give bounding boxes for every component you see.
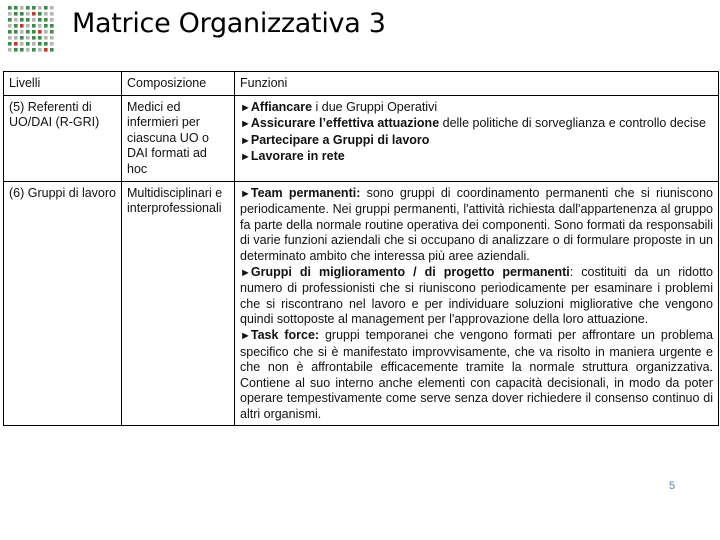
logo-dot [32, 12, 36, 16]
logo-dot [50, 18, 54, 22]
logo-dot [26, 30, 30, 34]
logo-dot [8, 18, 12, 22]
composizione-cell: Multidisciplinari e interprofessionali [122, 181, 235, 426]
triangle-bullet-icon: ► [240, 118, 251, 131]
logo-dot [8, 48, 12, 52]
logo-dot [14, 18, 18, 22]
logo-dot [32, 42, 36, 46]
logo-dot [20, 42, 24, 46]
logo-dot [38, 42, 42, 46]
logo-dot [32, 24, 36, 28]
logo-dot [38, 12, 42, 16]
triangle-bullet-icon: ► [240, 151, 251, 164]
funzione-bold: Task force: [250, 327, 320, 342]
livello-cell: (6) Gruppi di lavoro [4, 181, 122, 426]
logo-dot [32, 18, 36, 22]
logo-dot [8, 30, 12, 34]
funzione-text: sono gruppi di coordinamento permanenti che si riuniscono periodicamente. Nei gruppi permanenti, l'attività richiesta dall'appartenenza al gruppo fa parte della normale routine operativa dei componenti. Sono formati da responsabili di varie funzioni aziendali che si occupano di analizzare o di formulare proposte in un determinato ambito che interessa più aree aziendali. [240, 185, 713, 263]
logo-dot [38, 30, 42, 34]
logo-dot [38, 24, 42, 28]
column-header-composizione: Composizione [122, 72, 235, 96]
funzioni-cell [235, 95, 719, 181]
logo-dot [50, 42, 54, 46]
funzione-item [240, 328, 713, 423]
funzioni-cell [235, 181, 719, 426]
composizione-cell: Medici ed infermieri per ciascuna UO o DAI formati ad hoc [122, 95, 235, 181]
logo-dot [38, 18, 42, 22]
logo-dot [44, 6, 48, 10]
funzione-bold: Team permanenti: [250, 185, 361, 200]
funzione-bold: Assicurare l’effettiva attuazione [250, 116, 440, 131]
logo-dot [20, 18, 24, 22]
logo-dot [14, 36, 18, 40]
funzione-item [240, 186, 713, 265]
funzione-item [240, 133, 713, 150]
funzione-bold: Partecipare a Gruppi di lavoro [250, 132, 430, 147]
page-title: Matrice Organizzativa 3 [72, 8, 386, 39]
funzione-bold: Gruppi di miglioramento / di progetto permanenti [250, 264, 570, 279]
logo-dot [44, 12, 48, 16]
funzione-item [240, 116, 713, 133]
logo-dot [38, 48, 42, 52]
logo-dot [20, 48, 24, 52]
logo-dot [26, 36, 30, 40]
logo-dot [44, 30, 48, 34]
funzione-bold: Affiancare [250, 99, 313, 114]
funzione-bold: Lavorare in rete [250, 149, 345, 164]
table-row [4, 181, 719, 426]
logo-dot [50, 6, 54, 10]
logo-dot [14, 12, 18, 16]
logo-dot [26, 18, 30, 22]
logo-dot [44, 42, 48, 46]
logo-dot-grid [6, 4, 58, 54]
logo-dot [50, 12, 54, 16]
logo-dot [26, 12, 30, 16]
triangle-bullet-icon: ► [240, 134, 251, 147]
logo-dot [14, 24, 18, 28]
logo-dot [14, 30, 18, 34]
logo-dot [14, 48, 18, 52]
column-header-funzioni: Funzioni [235, 72, 719, 96]
funzione-text: : costituiti da un ridotto numero di professionisti che si riuniscono periodicamente per esaminare i problemi che si riscontrano nel lavoro e per individuare soluzioni migliorative che vengono quindi sottoposte al management per l'approvazione della loro attuazione. [240, 264, 713, 327]
logo-dot [50, 48, 54, 52]
funzione-text: i due Gruppi Operativi [312, 99, 438, 114]
column-header-livelli: Livelli [4, 72, 122, 96]
logo-dot [50, 36, 54, 40]
funzione-text: delle politiche di sorveglianza e controllo decise [439, 116, 706, 131]
logo-dot [26, 48, 30, 52]
livello-cell: (5) Referenti di UO/DAI (R-GRI) [4, 95, 122, 181]
funzione-item [240, 149, 713, 166]
logo-dot [8, 36, 12, 40]
logo-dot [38, 36, 42, 40]
logo-dot [50, 24, 54, 28]
logo-dot [44, 48, 48, 52]
table-row [4, 95, 719, 181]
logo-dot [44, 36, 48, 40]
logo-dot [20, 6, 24, 10]
page-number: 5 [668, 480, 676, 492]
logo-dot [26, 24, 30, 28]
funzione-item [240, 100, 713, 117]
logo-dot [32, 48, 36, 52]
logo-dot [44, 18, 48, 22]
logo-dot [32, 6, 36, 10]
logo-dot [32, 30, 36, 34]
funzione-item [240, 265, 713, 328]
logo-dot [14, 6, 18, 10]
logo-dot [14, 42, 18, 46]
triangle-bullet-icon: ► [240, 187, 251, 200]
triangle-bullet-icon: ► [240, 329, 251, 342]
table-header-row [4, 72, 719, 96]
logo-dot [26, 42, 30, 46]
organization-matrix-table [3, 71, 719, 426]
logo-dot [8, 24, 12, 28]
logo-dot [20, 36, 24, 40]
logo-dot [8, 6, 12, 10]
logo-dot [20, 24, 24, 28]
logo-dot [20, 30, 24, 34]
dot-grid-icon [6, 4, 58, 54]
logo-dot [20, 12, 24, 16]
logo-dot [8, 12, 12, 16]
triangle-bullet-icon: ► [240, 101, 251, 114]
logo-dot [32, 36, 36, 40]
triangle-bullet-icon: ► [240, 266, 251, 279]
logo-dot [44, 24, 48, 28]
logo-dot [26, 6, 30, 10]
logo-dot [8, 42, 12, 46]
logo-dot [38, 6, 42, 10]
funzione-text: gruppi temporanei che vengono formati per affrontare un problema specifico che si è manifestato improvvisamente, che va risolto in maniera urgente e che non è affrontabile efficacemente tramite la normale struttura organizzativa. Contiene al suo interno anche elementi con capacità decisionali, in modo da poter operare tempestivamente come serve senza dover richiedere il consenso continuo di altri organismi. [240, 327, 714, 421]
logo-dot [50, 30, 54, 34]
